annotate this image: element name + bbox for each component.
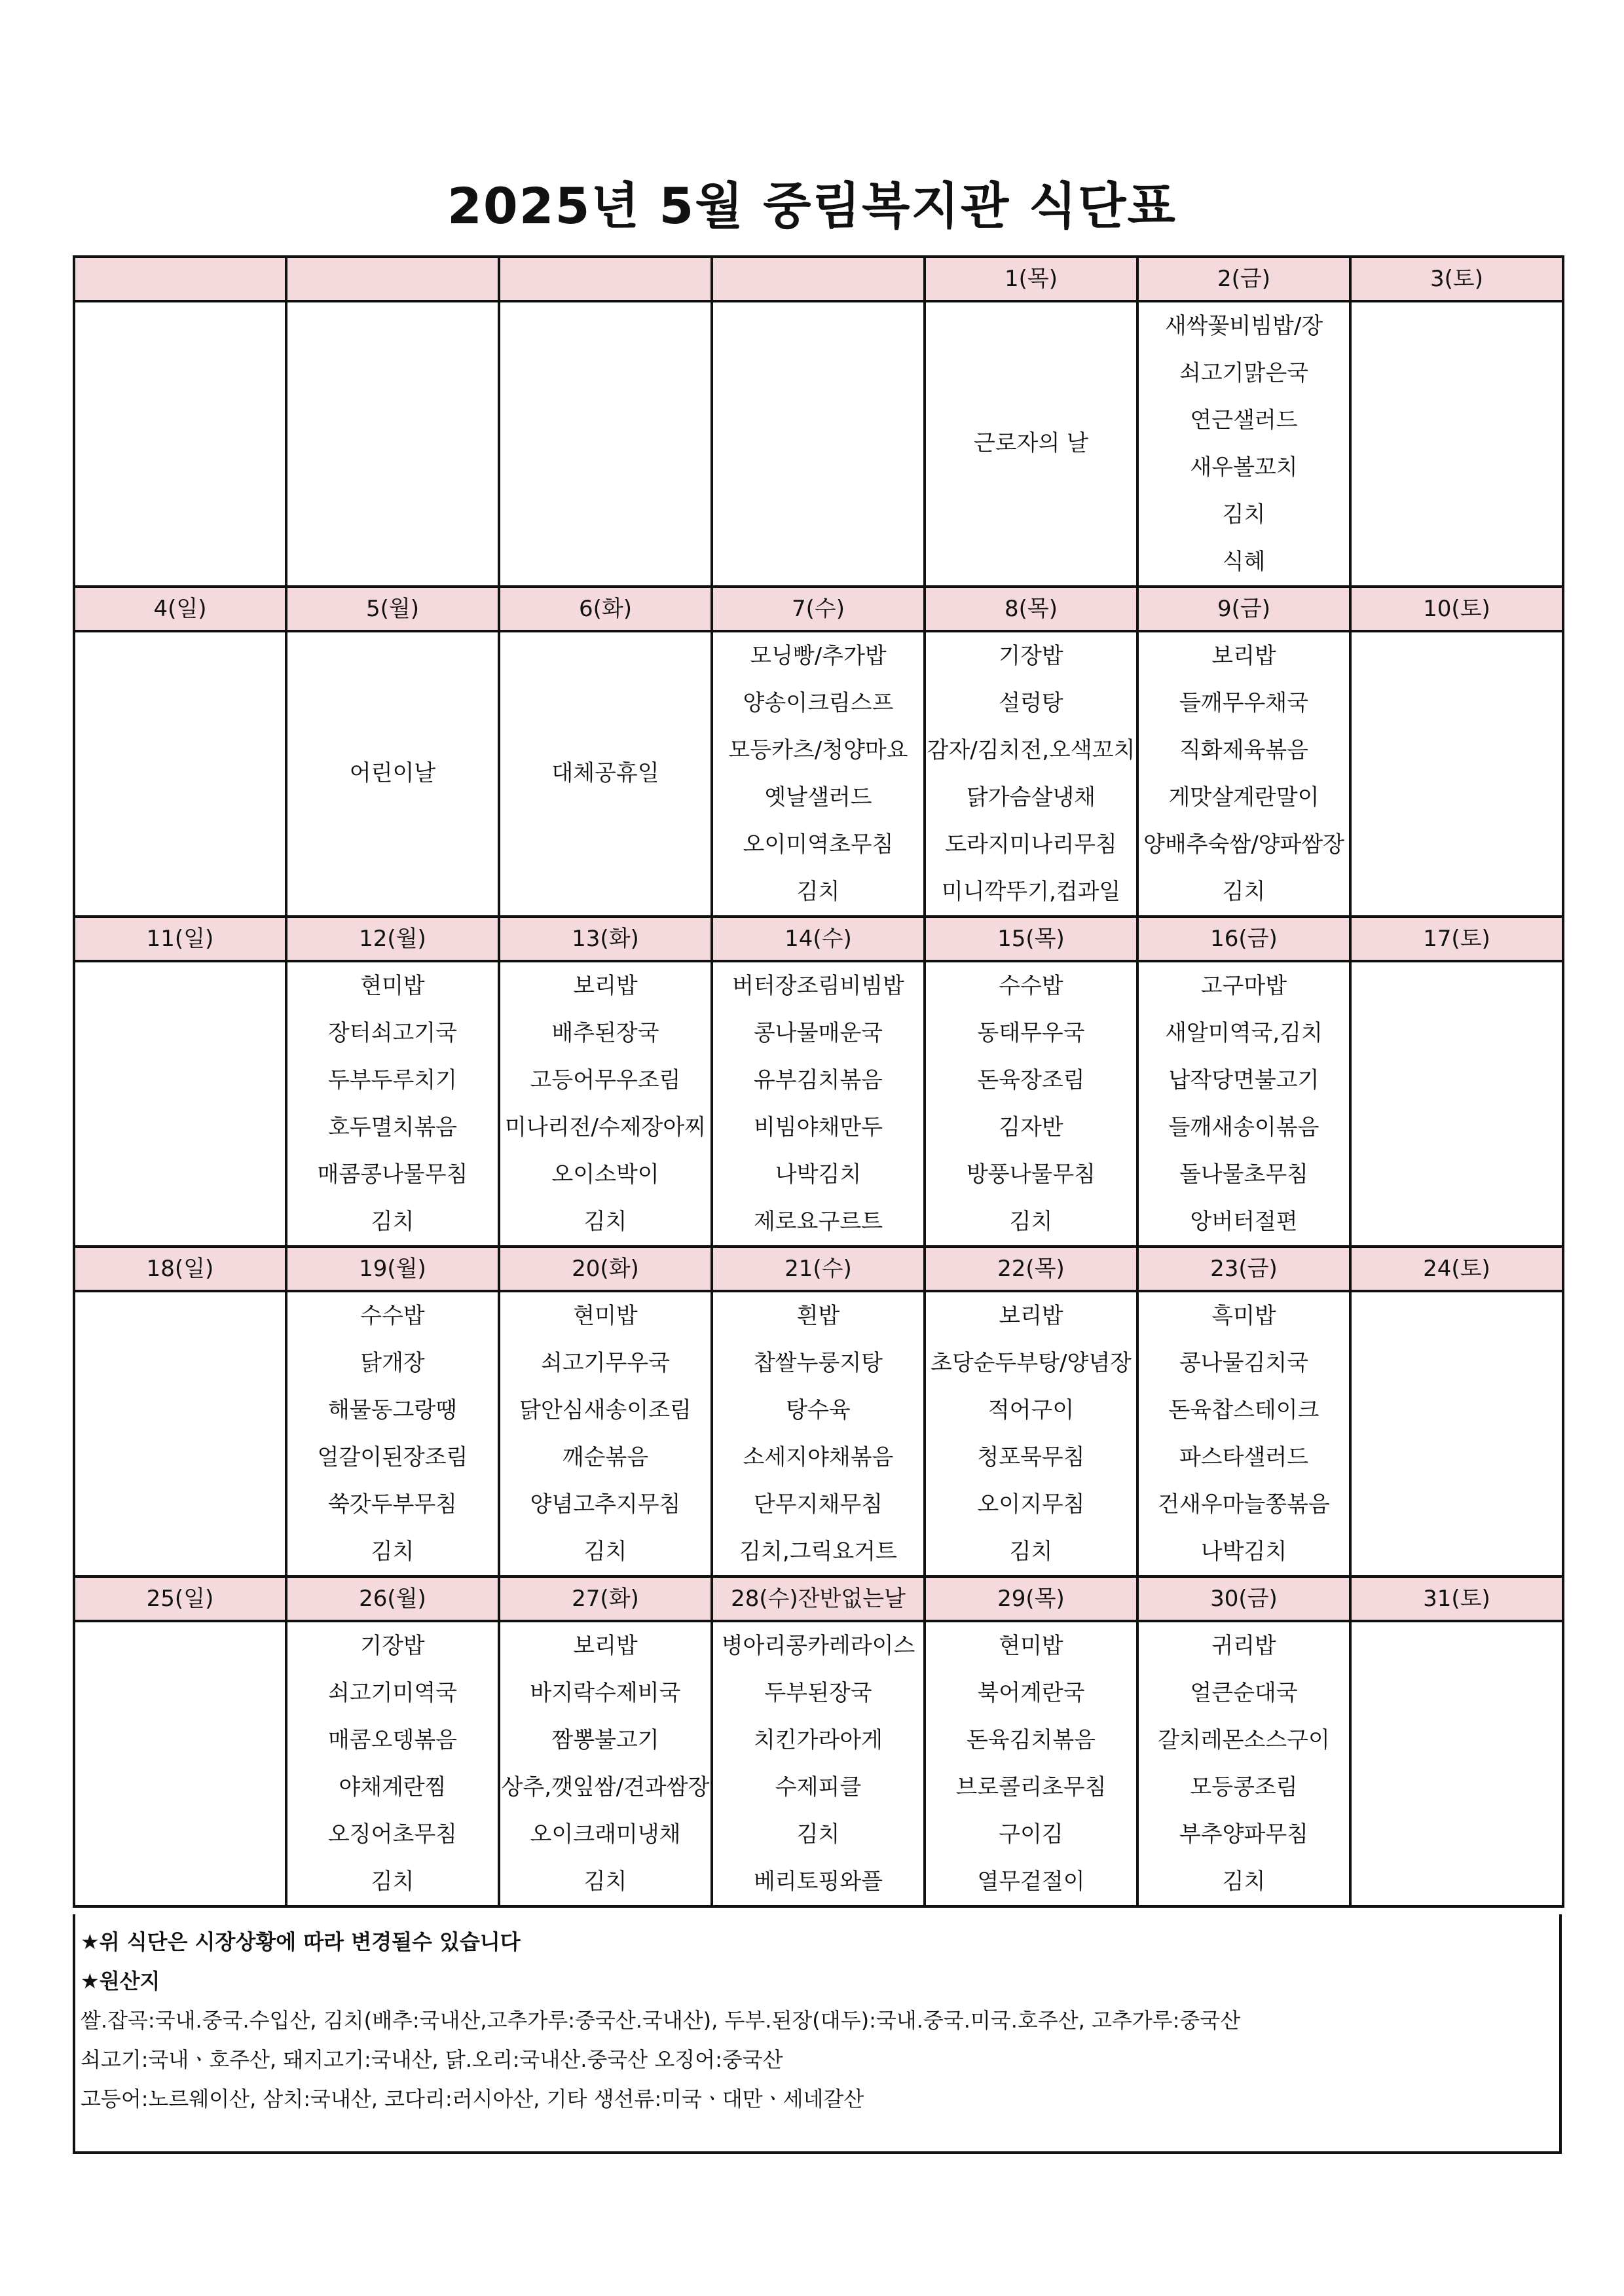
week-menu-row <box>74 301 1563 587</box>
day-date: 9(금) <box>1137 587 1350 631</box>
day-menu-cell <box>1350 961 1563 1247</box>
menu-item: 고구마밥 <box>1200 973 1287 999</box>
menu-item: 기장밥 <box>999 643 1063 669</box>
day-date <box>74 257 286 301</box>
menu-item: 흑미밥 <box>1211 1303 1276 1329</box>
day-date: 1(목) <box>925 257 1137 301</box>
day-date: 21(수) <box>712 1247 925 1291</box>
menu-item: 양배추숙쌈/양파쌈장 <box>1143 831 1345 858</box>
origin-line: 쌀.잡곡:국내.중국.수입산, 김치(배추:국내산,고추가루:중국산.국내산), 두부.된장(대두):국내.중국.미국.호주산, 고추가루:중국산 <box>81 2008 1241 2033</box>
menu-item: 돌나물초무침 <box>1179 1161 1309 1188</box>
day-date: 15(목) <box>925 917 1137 961</box>
day-menu-cell <box>74 1291 286 1576</box>
day-menu-cell <box>499 961 712 1247</box>
week-header-row <box>74 917 1563 961</box>
menu-item: 매콤콩나물무침 <box>317 1161 468 1188</box>
menu-item: 소세지야채볶음 <box>743 1444 894 1470</box>
menu-item: 기장밥 <box>360 1633 425 1659</box>
menu-item: 찹쌀누룽지탕 <box>753 1350 883 1376</box>
menu-item: 파스타샐러드 <box>1179 1444 1309 1470</box>
menu-item: 구이김 <box>999 1821 1063 1848</box>
menu-item: 김치 <box>371 1209 415 1235</box>
menu-item: 북어계란국 <box>977 1680 1085 1706</box>
menu-item: 미나리전/수제장아찌 <box>504 1114 707 1140</box>
menu-calendar <box>73 255 1564 1908</box>
menu-item: 돈육찹스테이크 <box>1168 1397 1320 1423</box>
change-notice: ★위 식단은 시장상황에 따라 변경될수 있습니다 <box>81 1929 521 1954</box>
origin-heading: ★원산지 <box>81 1969 160 1994</box>
menu-item: 호두멸치볶음 <box>327 1114 458 1140</box>
origin-line: 쇠고기:국내ㆍ호주산, 돼지고기:국내산, 닭.오리:국내산.중국산 오징어:중국산 <box>81 2047 783 2072</box>
menu-item: 장터쇠고기국 <box>327 1020 458 1046</box>
menu-item: 닭가슴살냉채 <box>966 784 1096 811</box>
menu-item: 김치 <box>1222 1868 1266 1895</box>
menu-item: 보리밥 <box>573 1633 638 1659</box>
menu-item: 앙버터절편 <box>1190 1209 1298 1235</box>
day-date: 14(수) <box>712 917 925 961</box>
day-date: 24(토) <box>1350 1247 1563 1291</box>
day-menu-cell <box>712 301 925 587</box>
menu-item: 매콤오뎅볶음 <box>327 1727 458 1753</box>
day-menu-cell <box>74 301 286 587</box>
menu-item: 오이미역초무침 <box>743 831 894 858</box>
menu-item: 브로콜리초무침 <box>955 1774 1107 1800</box>
menu-item: 쇠고기무우국 <box>540 1350 671 1376</box>
day-menu-cell <box>286 1291 499 1576</box>
day-date: 10(토) <box>1350 587 1563 631</box>
menu-item: 김치 <box>583 1209 627 1235</box>
menu-item: 현미밥 <box>573 1303 638 1329</box>
menu-item: 양송이크림스프 <box>743 690 894 716</box>
menu-item: 병아리콩카레라이스 <box>721 1633 915 1659</box>
menu-item: 미니깍뚜기,컵과일 <box>941 879 1121 905</box>
menu-item: 김치 <box>371 1868 415 1895</box>
day-date: 3(토) <box>1350 257 1563 301</box>
day-menu-cell <box>1350 1621 1563 1906</box>
menu-item: 청포묵무침 <box>977 1444 1085 1470</box>
menu-item: 새싹꽃비빔밥/장 <box>1164 313 1323 339</box>
menu-item: 쇠고기맑은국 <box>1179 360 1309 386</box>
menu-item: 양념고추지무침 <box>530 1491 681 1518</box>
menu-item: 동태무우국 <box>977 1020 1085 1046</box>
menu-item: 콩나물매운국 <box>753 1020 883 1046</box>
day-menu-cell <box>1137 301 1350 587</box>
menu-item: 김치 <box>583 1868 627 1895</box>
menu-item: 깨순볶음 <box>562 1444 649 1470</box>
day-date: 11(일) <box>74 917 286 961</box>
day-date: 20(화) <box>499 1247 712 1291</box>
week-menu-row <box>74 631 1563 917</box>
menu-item: 김치 <box>1009 1539 1053 1565</box>
day-date: 22(목) <box>925 1247 1137 1291</box>
day-menu-cell <box>1137 631 1350 917</box>
day-menu-cell <box>925 1621 1137 1906</box>
menu-item: 열무겉절이 <box>977 1868 1085 1895</box>
menu-item: 적어구이 <box>987 1397 1075 1423</box>
page-title: 2025년 5월 중림복지관 식단표 <box>447 177 1177 235</box>
menu-item: 현미밥 <box>999 1633 1063 1659</box>
menu-item: 수수밥 <box>999 973 1063 999</box>
day-date: 13(화) <box>499 917 712 961</box>
holiday-label: 대체공휴일 <box>551 760 659 786</box>
menu-item: 옛날샐러드 <box>764 784 872 811</box>
day-menu-cell <box>499 1291 712 1576</box>
day-date: 29(목) <box>925 1576 1137 1621</box>
day-date: 16(금) <box>1137 917 1350 961</box>
menu-item: 상추,깻잎쌈/견과쌈장 <box>501 1774 710 1800</box>
menu-item: 보리밥 <box>999 1303 1063 1329</box>
day-menu-cell <box>712 1621 925 1906</box>
day-menu-cell <box>74 961 286 1247</box>
day-menu-cell <box>925 301 1137 587</box>
menu-item: 부추양파무침 <box>1179 1821 1309 1848</box>
day-menu-cell <box>286 631 499 917</box>
day-date: 27(화) <box>499 1576 712 1621</box>
day-menu-cell <box>712 631 925 917</box>
origin-line: 고등어:노르웨이산, 삼치:국내산, 코다리:러시아산, 기타 생선류:미국ㆍ대만ㆍ세네갈산 <box>81 2086 864 2111</box>
day-menu-cell <box>925 961 1137 1247</box>
day-date: 17(토) <box>1350 917 1563 961</box>
day-menu-cell <box>925 1291 1137 1576</box>
menu-item: 귀리밥 <box>1211 1633 1276 1659</box>
day-menu-cell <box>1350 631 1563 917</box>
day-date: 2(금) <box>1137 257 1350 301</box>
day-date: 30(금) <box>1137 1576 1350 1621</box>
day-menu-cell <box>1350 1291 1563 1576</box>
menu-item: 보리밥 <box>1211 643 1276 669</box>
menu-item: 탕수육 <box>786 1397 851 1423</box>
menu-item: 고등어무우조림 <box>530 1067 681 1093</box>
day-menu-cell <box>1350 301 1563 587</box>
day-date: 8(목) <box>925 587 1137 631</box>
menu-item: 보리밥 <box>573 973 638 999</box>
day-menu-cell <box>74 1621 286 1906</box>
day-date: 23(금) <box>1137 1247 1350 1291</box>
day-date <box>712 257 925 301</box>
menu-item: 닭개장 <box>360 1350 425 1376</box>
menu-item: 제로요구르트 <box>753 1209 883 1235</box>
day-menu-cell <box>499 631 712 917</box>
day-date: 19(월) <box>286 1247 499 1291</box>
menu-item: 김치,그릭요거트 <box>739 1539 897 1565</box>
day-date: 18(일) <box>74 1247 286 1291</box>
menu-item: 오이지무침 <box>977 1491 1085 1518</box>
menu-item: 들깨무우채국 <box>1179 690 1309 716</box>
menu-item: 단무지채무침 <box>753 1491 883 1518</box>
menu-item: 설렁탕 <box>999 690 1063 716</box>
menu-item: 김치 <box>796 879 840 905</box>
holiday-label: 근로자의 날 <box>973 430 1089 456</box>
menu-item: 감자/김치전,오색꼬치 <box>927 737 1135 763</box>
menu-item: 건새우마늘쫑볶음 <box>1158 1491 1330 1518</box>
menu-item: 나박김치 <box>775 1161 862 1188</box>
day-menu-cell <box>1137 961 1350 1247</box>
menu-item: 방풍나물무침 <box>966 1161 1096 1188</box>
menu-item: 모등콩조림 <box>1190 1774 1298 1800</box>
menu-item: 김자반 <box>999 1114 1063 1140</box>
menu-item: 쇠고기미역국 <box>327 1680 458 1706</box>
menu-item: 김치 <box>796 1821 840 1848</box>
menu-item: 치킨가라아게 <box>753 1727 883 1753</box>
menu-item: 납작당면불고기 <box>1168 1067 1320 1093</box>
day-date <box>286 257 499 301</box>
menu-item: 버터장조림비빔밥 <box>732 973 904 999</box>
menu-item: 연근샐러드 <box>1190 407 1298 433</box>
day-menu-cell <box>499 1621 712 1906</box>
menu-item: 돈육김치볶음 <box>966 1727 1096 1753</box>
holiday-label: 어린이날 <box>349 760 436 786</box>
day-menu-cell <box>1137 1291 1350 1576</box>
day-date: 4(일) <box>74 587 286 631</box>
day-menu-cell <box>74 631 286 917</box>
day-date: 5(월) <box>286 587 499 631</box>
menu-item: 초당순두부탕/양념장 <box>930 1350 1132 1376</box>
day-menu-cell <box>499 301 712 587</box>
menu-item: 새우볼꼬치 <box>1190 454 1298 481</box>
menu-item: 현미밥 <box>360 973 425 999</box>
menu-item: 쑥갓두부무침 <box>327 1491 458 1518</box>
menu-item: 도라지미나리무침 <box>945 831 1117 858</box>
week-header-row <box>74 257 1563 301</box>
menu-item: 직화제육볶음 <box>1179 737 1309 763</box>
menu-item: 들깨새송이볶음 <box>1168 1114 1320 1140</box>
menu-item: 짬뽕불고기 <box>551 1727 659 1753</box>
menu-item: 야채계란찜 <box>339 1774 447 1800</box>
menu-item: 새알미역국,김치 <box>1165 1020 1323 1046</box>
menu-item: 모등카츠/청양마요 <box>728 737 908 763</box>
menu-item: 베리토핑와플 <box>753 1868 883 1895</box>
week-header-row <box>74 587 1563 631</box>
menu-item: 오징어초무침 <box>327 1821 458 1848</box>
menu-item: 오이소박이 <box>551 1161 659 1188</box>
menu-item: 오이크래미냉채 <box>530 1821 681 1848</box>
day-menu-cell <box>286 301 499 587</box>
menu-item: 두부두루치기 <box>327 1067 458 1093</box>
menu-item: 얼큰순대국 <box>1190 1680 1298 1706</box>
menu-item: 게맛살계란말이 <box>1168 784 1320 811</box>
menu-item: 비빔야채만두 <box>753 1114 883 1140</box>
menu-item: 얼갈이된장조림 <box>317 1444 468 1470</box>
menu-item: 김치 <box>1009 1209 1053 1235</box>
day-date: 6(화) <box>499 587 712 631</box>
week-menu-row <box>74 1291 1563 1576</box>
menu-item: 돈육장조림 <box>977 1067 1085 1093</box>
menu-item: 갈치레몬소스구이 <box>1158 1727 1330 1753</box>
menu-item: 해물동그랑땡 <box>327 1397 458 1423</box>
day-date: 31(토) <box>1350 1576 1563 1621</box>
day-menu-cell <box>712 1291 925 1576</box>
menu-item: 김치 <box>583 1539 627 1565</box>
menu-item: 김치 <box>1222 879 1266 905</box>
menu-item: 바지락수제비국 <box>530 1680 681 1706</box>
menu-item: 콩나물김치국 <box>1179 1350 1309 1376</box>
menu-item: 식혜 <box>1222 549 1266 575</box>
menu-item: 흰밥 <box>796 1303 840 1329</box>
notes-section <box>73 1914 1562 2154</box>
menu-item: 수수밥 <box>360 1303 425 1329</box>
day-date: 12(월) <box>286 917 499 961</box>
week-menu-row <box>74 961 1563 1247</box>
day-menu-cell <box>286 1621 499 1906</box>
day-date: 28(수)잔반없는날 <box>712 1576 925 1621</box>
menu-item: 모닝빵/추가밥 <box>750 643 887 669</box>
menu-item: 두부된장국 <box>764 1680 872 1706</box>
week-header-row <box>74 1247 1563 1291</box>
menu-item: 수제피클 <box>775 1774 862 1800</box>
menu-item: 배추된장국 <box>551 1020 659 1046</box>
day-date <box>499 257 712 301</box>
menu-item: 김치 <box>371 1539 415 1565</box>
menu-item: 유부김치볶음 <box>753 1067 883 1093</box>
day-menu-cell <box>712 961 925 1247</box>
day-menu-cell <box>1137 1621 1350 1906</box>
week-header-row <box>74 1576 1563 1621</box>
menu-item: 닭안심새송이조림 <box>519 1397 692 1423</box>
day-date: 26(월) <box>286 1576 499 1621</box>
day-menu-cell <box>925 631 1137 917</box>
day-menu-cell <box>286 961 499 1247</box>
day-date: 7(수) <box>712 587 925 631</box>
menu-item: 나박김치 <box>1200 1539 1287 1565</box>
week-menu-row <box>74 1621 1563 1906</box>
day-date: 25(일) <box>74 1576 286 1621</box>
menu-item: 김치 <box>1222 501 1266 528</box>
